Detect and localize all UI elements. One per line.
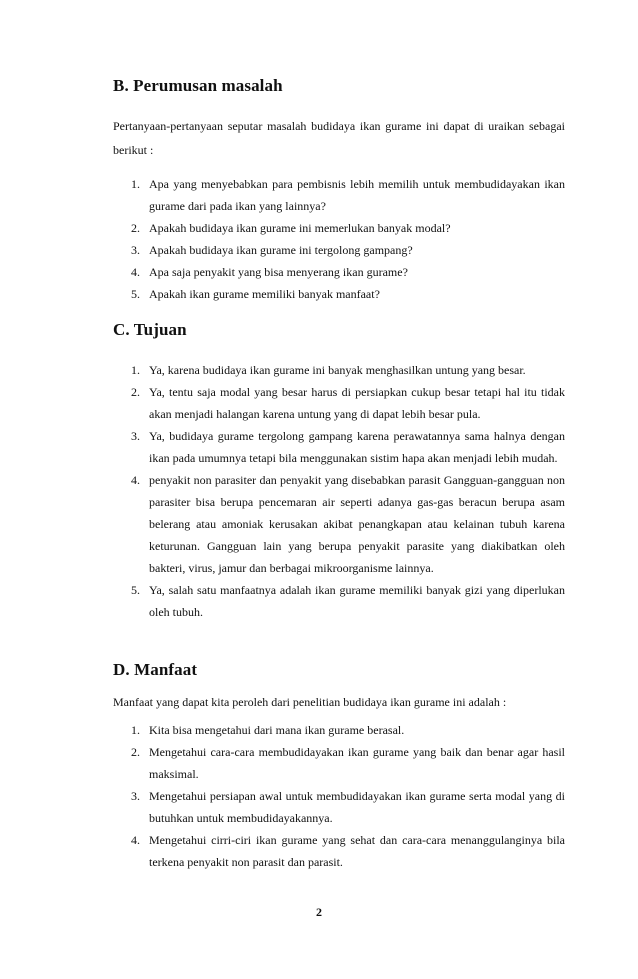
item-text: Ya, karena budidaya ikan gurame ini banyak menghasilkan untung yang besar.	[149, 363, 526, 377]
list-item	[113, 381, 565, 425]
list-item	[113, 719, 565, 741]
item-text: Apakah ikan gurame memiliki banyak manfaat?	[149, 287, 380, 301]
item-text: Kita bisa mengetahui dari mana ikan gurame berasal.	[149, 723, 405, 737]
section-c-heading: C. Tujuan	[113, 320, 187, 339]
list-item	[113, 261, 565, 283]
item-text: Apakah budidaya ikan gurame ini memerlukan banyak modal?	[149, 221, 451, 235]
item-text: Apakah budidaya ikan gurame ini tergolong gampang?	[149, 243, 413, 257]
item-number: 5.	[131, 287, 140, 301]
item-text: Mengetahui cirri-ciri ikan gurame yang sehat dan cara-cara menanggulanginya bila terkena penyakit non parasit dan parasit.	[149, 833, 565, 869]
item-text: Apa saja penyakit yang bisa menyerang ikan gurame?	[149, 265, 408, 279]
list-item	[113, 359, 565, 381]
section-b-intro: Pertanyaan-pertanyaan seputar masalah budidaya ikan gurame ini dapat di uraikan sebagai berikut :	[113, 119, 565, 157]
section-d-list	[113, 719, 565, 873]
item-text: Ya, salah satu manfaatnya adalah ikan gurame memiliki banyak gizi yang diperlukan oleh tubuh.	[149, 583, 565, 619]
item-number: 2.	[131, 385, 140, 399]
list-item	[113, 173, 565, 217]
item-number: 1.	[131, 177, 140, 191]
section-d-heading: D. Manfaat	[113, 660, 198, 679]
item-number: 4.	[131, 265, 140, 279]
section-b-heading: B. Perumusan masalah	[113, 76, 283, 95]
list-item	[113, 785, 565, 829]
item-text: penyakit non parasiter dan penyakit yang disebabkan parasit Gangguan-gangguan non parasiter bisa berupa pencemaran air seperti adanya gas-gas beracun berupa asam belerang atau amoniak kerusakan akibat penangkapan atau kelainan tubuh karena keturunan. Gangguan lain yang berupa penyakit parasite yang diakibatkan oleh bakteri, virus, jamur dan berbagai mikroorganisme lainnya.	[149, 473, 565, 575]
item-text: Mengetahui cara-cara membudidayakan ikan gurame yang baik dan benar agar hasil maksimal.	[149, 745, 565, 781]
list-item	[113, 425, 565, 469]
section-c-list	[113, 359, 565, 623]
item-number: 2.	[131, 221, 140, 235]
item-text: Apa yang menyebabkan para pembisnis lebih memilih untuk membudidayakan ikan gurame dari pada ikan yang lainnya?	[149, 177, 565, 213]
list-item	[113, 283, 565, 305]
list-item	[113, 217, 565, 239]
section-d-intro: Manfaat yang dapat kita peroleh dari penelitian budidaya ikan gurame ini adalah :	[113, 695, 507, 709]
page-number: 2	[316, 905, 322, 919]
item-number: 3.	[131, 789, 140, 803]
list-item	[113, 469, 565, 579]
item-text: Mengetahui persiapan awal untuk membudidayakan ikan gurame serta modal yang di butuhkan untuk membudidayakannya.	[149, 789, 565, 825]
item-number: 4.	[131, 833, 140, 847]
item-number: 1.	[131, 723, 140, 737]
item-number: 2.	[131, 745, 140, 759]
item-number: 3.	[131, 429, 140, 443]
list-item	[113, 829, 565, 873]
item-number: 3.	[131, 243, 140, 257]
item-number: 1.	[131, 363, 140, 377]
list-item	[113, 741, 565, 785]
section-b-list	[113, 173, 565, 305]
item-text: Ya, tentu saja modal yang besar harus di persiapkan cukup besar tetapi hal itu tidak akan menjadi halangan karena untung yang di dapat lebih besar pula.	[149, 385, 565, 421]
item-text: Ya, budidaya gurame tergolong gampang karena perawatannya sama halnya dengan ikan pada umumnya tetapi bila menggunakan sistim hapa akan menjadi lebih mudah.	[149, 429, 565, 465]
list-item	[113, 579, 565, 623]
item-number: 4.	[131, 473, 140, 487]
item-number: 5.	[131, 583, 140, 597]
list-item	[113, 239, 565, 261]
